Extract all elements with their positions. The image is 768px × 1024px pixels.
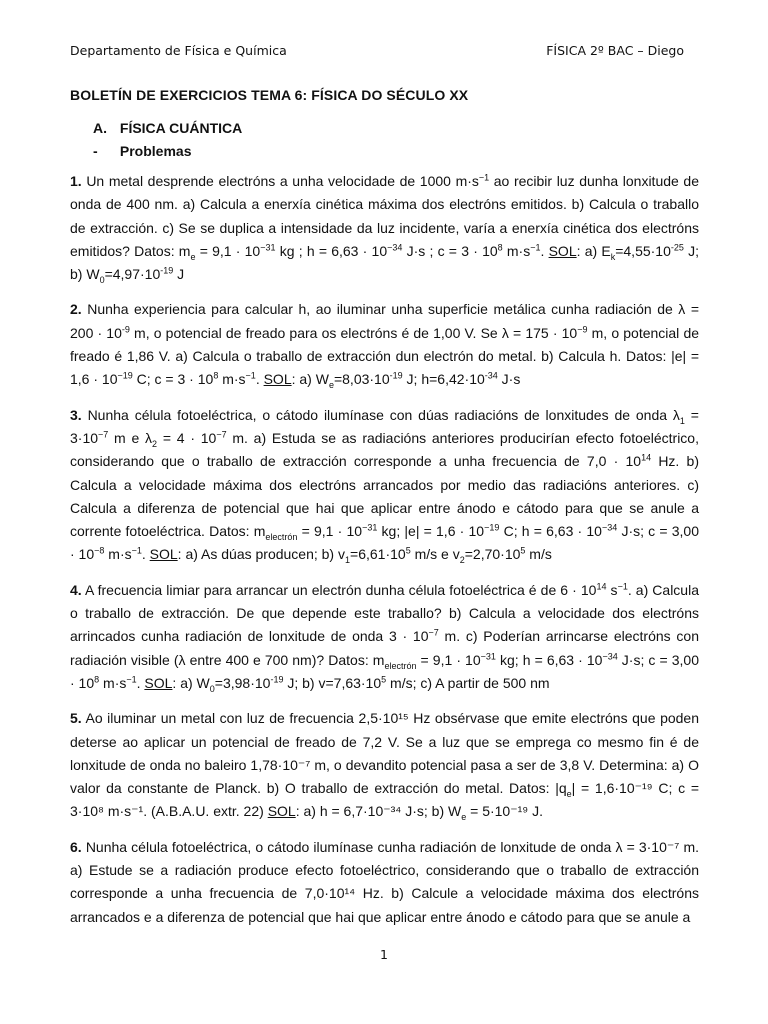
- document-title: BOLETÍN DE EXERCICIOS TEMA 6: FÍSICA DO SÉCULO XX: [70, 87, 469, 103]
- subsection-label: -: [93, 143, 98, 159]
- problem-text: A frecuencia limiar para arrancar un electrón dunha célula fotoeléctrica é de $6 \cdot 10^{14}$ $s^{-1}$. a) Calcula o traballo de extracción. De que depende este traballo? b) Calcula a velocidade dos electróns arrincados cunha radiación de lonxitude de onda $3 \cdot 10^{-7}$ m. c) Poderían arrincarse electróns con radiación visible (λ entre 400 e 700 nm)? Datos: $m_{electrón} = 9,1 \cdot 10^{-31}$ kg; $h = 6,63 \cdot 10^{-34}$ J·s; $c = 3,00 \cdot 10^8$ $m\cdot s^{-1}$. SOL: a) $W_0=3,98\cdot 10^{-19}$ J; b) $v=7,63\cdot 10^5$ m/s; c) A partir de 500 nm: [70, 581, 699, 694]
- problem-item: [70, 579, 699, 695]
- page-header: [70, 43, 684, 58]
- problem-number: 5.: [70, 710, 82, 727]
- header-department: Departamento de Física e Química: [70, 43, 287, 58]
- subsection-text: Problemas: [119, 143, 192, 159]
- problem-text: Nunha célula fotoeléctrica, o cátodo ilumínase cunha radiación de lonxitude de onda λ = 3·10⁻⁷ m. a) Estude se a radiación produce efecto fotoeléctrico, considerando que o traballo de extracción corresponde a unha frecuencia de 7,0·10¹⁴ Hz. b) Calcule a velocidade máxima dos electróns arrancados e a diferenza de potencial que hai que aplicar entre ánodo e cátodo para que se anule a: [70, 838, 700, 925]
- subsection-heading: [93, 143, 191, 159]
- section-heading: [93, 120, 242, 136]
- problem-number: 4.: [70, 581, 82, 598]
- problem-text: Nunha célula fotoeléctrica, o cátodo ilumínase con dúas radiacións de lonxitudes de onda $\lambda_1 = 3\cdot 10^{-7}$ m e $\lambda_2 = 4 \cdot 10^{-7}$ m. a) Estuda se as radiacións anteriores producirían efecto fotoeléctrico, considerando que o traballo de extracción corresponde a unha frecuencia de $7,0 \cdot 10^{14}$ Hz. b) Calcula a velocidade máxima dos electróns arrancados por medio das radiacións anteriores. c) Calcula a diferenza de potencial que hai que aplicar entre ánodo e cátodo para que se anule a corrente fotoeléctrica. Datos: $m_{electrón} = 9,1 \cdot 10^{-31}$ kg; $|e| = 1,6 \cdot 10^{-19}$ C; $h = 6,63 \cdot 10^{-34}$ J·s; $c = 3,00 \cdot 10^{-8}$ $m\cdot s^{-1}$. SOL: a) As dúas producen; b) $v_1=6,61\cdot 10^5$ m/s e $v_2=2,70\cdot 10^5$ m/s: [70, 406, 699, 566]
- section-text: FÍSICA CUÁNTICA: [119, 120, 243, 136]
- problem-number: 1.: [70, 173, 82, 189]
- problem-text: Nunha experiencia para calcular h, ao iluminar unha superficie metálica cunha radiación de $\lambda = 200 \cdot 10^{-9}$ m, o potencial de freado para os electróns é de 1,00 V. Se $\lambda = 175 \cdot 10^{-9}$ m, o potencial de freado é 1,86 V. a) Calcula o traballo de extracción dun electrón do metal. b) Calcula h. Datos: $|e| = 1,6 \cdot 10^{-19}$ C; $c = 3 \cdot 10^8$ $m\cdot s^{-1}$. SOL: a) $W_e=8,03\cdot 10^{-19}$ J; $h=6,42\cdot 10^{-34}$ J·s: [70, 301, 700, 391]
- problem-item: [70, 707, 699, 823]
- problem-item: [70, 836, 699, 929]
- problem-text: Un metal desprende electróns a unha velocidade de 1000 $m\cdot s^{-1}$ ao recibir luz dunha lonxitude de onda de 400 nm. a) Calcula a enerxía cinética máxima dos electróns emitidos. b) Calcula o traballo de extracción. c) Se se duplica a intensidade da luz incidente, varía a enerxía cinética dos electróns emitidos? Datos: $m_e = 9,1 \cdot 10^{-31}$ kg ; $h = 6,63 \cdot 10^{-34}$ J·s ; $c = 3 \cdot 10^8$ $m\cdot s^{-1}$. SOL: a) $E_k=4,55\cdot 10^{-25}$ J; b) $W_0=4,97\cdot 10^{-19}$ J: [70, 172, 700, 285]
- problem-number: 2.: [70, 301, 82, 318]
- problem-item: [70, 404, 699, 567]
- problems-list: [70, 170, 699, 941]
- page-number: 1: [380, 947, 388, 962]
- section-label: A.: [93, 120, 107, 136]
- problem-text: Ao iluminar un metal con luz de frecuencia 2,5·10¹⁵ Hz obsérvase que emite electróns que poden deterse ao aplicar un potencial de freado de 7,2 V. Se a luz que se emprega co mesmo fin é de lonxitude de onda no baleiro 1,78·10⁻⁷ m, o devandito potencial pasa a ser de 3,8 V. Determina: a) O valor da constante de Planck. b) O traballo de extracción do metal. Datos: $|q_e| = 1,6\cdot 10^{-19}$ C; c = 3·10⁸ m·s⁻¹. (A.B.A.U. extr. 22) SOL: a) h = 6,7·10⁻³⁴ J·s; b) $W_e = 5\cdot 10^{-19}$ J.: [70, 710, 699, 823]
- problem-item: [70, 170, 699, 286]
- problem-number: 6.: [70, 838, 82, 855]
- header-course: FÍSICA 2º BAC – Diego: [546, 43, 684, 58]
- problem-number: 3.: [70, 406, 82, 423]
- problem-item: [70, 298, 699, 391]
